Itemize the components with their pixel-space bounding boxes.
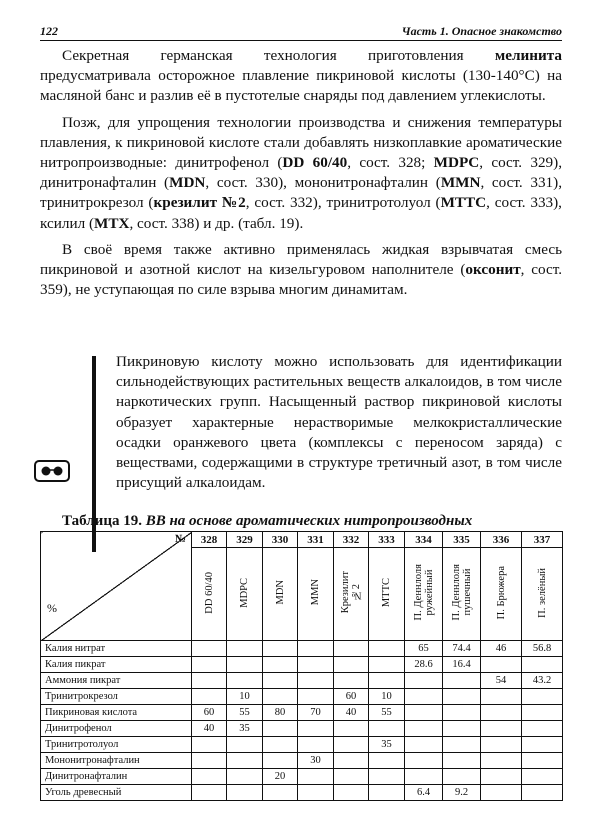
- text-run: Секретная германская технология приготовления: [62, 47, 495, 64]
- column-name-text: П. Брюжера: [495, 565, 507, 620]
- table-row: [41, 753, 563, 769]
- table-cell: 35: [227, 721, 263, 737]
- table-cell: [227, 657, 263, 673]
- table-body: [41, 641, 563, 801]
- text-run: В своё время также активно применялась жидкая взрывчатая смесь пикриновой и азотной кислот на кизельгуровом наполнителе (: [40, 240, 562, 279]
- table-cell: [263, 657, 298, 673]
- text-run: , сост. 333), ксилил (: [40, 194, 562, 232]
- column-number: 335: [443, 532, 481, 548]
- text-run: , сост. 332), тринитротолуол (: [245, 194, 441, 212]
- text-run: , сост. 330), мононитронафталин (: [205, 174, 441, 192]
- bold-term: крезилит №2: [153, 194, 246, 212]
- table-cell: [481, 689, 522, 705]
- corner-number-sign: №: [174, 533, 186, 545]
- table-row: [41, 657, 563, 673]
- bold-term: MDN: [169, 174, 206, 192]
- table-cell: [522, 705, 563, 721]
- table-cell: [522, 737, 563, 753]
- table-cell: [443, 673, 481, 689]
- paragraph-melinite: [40, 46, 562, 107]
- column-number: 331: [298, 532, 334, 548]
- table-cell: [522, 721, 563, 737]
- table-cell: [298, 785, 334, 801]
- table-corner-cell: [41, 532, 192, 641]
- corner-percent-sign: %: [47, 601, 57, 615]
- table-row: [41, 673, 563, 689]
- table-cell: [298, 641, 334, 657]
- table-cell: [369, 721, 405, 737]
- bold-term: оксонит: [465, 261, 521, 279]
- table-cell: 54: [481, 673, 522, 689]
- table-cell: 6.4: [405, 785, 443, 801]
- table-cell: [443, 721, 481, 737]
- row-label: Тринитрокрезол: [41, 689, 192, 705]
- table-cell: 55: [227, 705, 263, 721]
- table-cell: [227, 673, 263, 689]
- text-run: , сост. 359), не уступающая по силе взрыва многим динамитам.: [40, 261, 562, 299]
- table-row: [41, 721, 563, 737]
- table-cell: 30: [298, 753, 334, 769]
- table-cell: [369, 753, 405, 769]
- table-cell: [263, 673, 298, 689]
- table-cell: [334, 737, 369, 753]
- table-cell: [522, 689, 563, 705]
- table-cell: 80: [263, 705, 298, 721]
- table-cell: [369, 657, 405, 673]
- table-cell: 70: [298, 705, 334, 721]
- bold-term: MTTC: [440, 194, 487, 212]
- table-cell: [443, 705, 481, 721]
- table-cell: 16.4: [443, 657, 481, 673]
- table-cell: [443, 769, 481, 785]
- column-name: [192, 548, 227, 641]
- table-cell: 56.8: [522, 641, 563, 657]
- bold-term: DD 60/40: [282, 154, 348, 172]
- table-cell: [481, 705, 522, 721]
- column-number: 330: [263, 532, 298, 548]
- table-cell: 60: [334, 689, 369, 705]
- column-name-text: MDN: [274, 580, 286, 605]
- table-cell: 10: [369, 689, 405, 705]
- table-cell: [522, 657, 563, 673]
- text-run: , сост. 328;: [347, 154, 434, 172]
- column-name: [227, 548, 263, 641]
- table-cell: [192, 657, 227, 673]
- row-label: Аммония пикрат: [41, 673, 192, 689]
- table-cell: [334, 753, 369, 769]
- table-cell: [263, 737, 298, 753]
- glasses-icon: [34, 460, 70, 482]
- column-name: [263, 548, 298, 641]
- table-cell: [481, 737, 522, 753]
- table-cell: [227, 769, 263, 785]
- table-cell: [298, 657, 334, 673]
- table-cell: [192, 753, 227, 769]
- column-number: 333: [369, 532, 405, 548]
- table-cell: [405, 705, 443, 721]
- table-cell: [227, 641, 263, 657]
- table-cell: 40: [192, 721, 227, 737]
- table-cell: [192, 769, 227, 785]
- table-cell: [298, 769, 334, 785]
- bold-term: MDPC: [433, 154, 480, 172]
- body-text: [40, 46, 563, 492]
- table-cell: [227, 785, 263, 801]
- table-cell: [369, 785, 405, 801]
- column-name: [369, 548, 405, 641]
- table-cell: 10: [227, 689, 263, 705]
- text-run: , сост. 329), динитронафталин (: [40, 154, 563, 192]
- table-cell: 28.6: [405, 657, 443, 673]
- text-run: , сост. 331), тринитрокрезол (: [40, 174, 563, 212]
- table-cell: 40: [334, 705, 369, 721]
- column-name: [522, 548, 563, 641]
- table-cell: [263, 785, 298, 801]
- column-name: [298, 548, 334, 641]
- table-cell: [192, 641, 227, 657]
- column-name-text: П. зелёный: [536, 567, 548, 618]
- page-number: 122: [40, 24, 58, 38]
- table-cell: [227, 737, 263, 753]
- table-number-row: [41, 532, 563, 548]
- row-label: Динитронафталин: [41, 769, 192, 785]
- table-cell: [405, 689, 443, 705]
- column-name: [334, 548, 369, 641]
- table-row: [41, 641, 563, 657]
- table-cell: [192, 673, 227, 689]
- note-text: Пикриновую кислоту можно использовать для идентификации сильнодействующих растительных веществ алкалоидов, в том числе наркотических групп. Насыщенный раствор пикриновой кислоты образует характерные нерастворимые мелкокристаллические осадки оранжевого цвета (комплексы с переносом заряда) с веществами, содержащими в структуре третичный азот, в том числе присущий алкалоидам.: [116, 353, 562, 492]
- table-cell: [334, 769, 369, 785]
- table-cell: [263, 753, 298, 769]
- column-number: 336: [481, 532, 522, 548]
- running-title: Часть 1. Опасное знакомство: [401, 24, 562, 38]
- table-cell: [298, 673, 334, 689]
- table-cell: [481, 721, 522, 737]
- row-label: Пикриновая кислота: [41, 705, 192, 721]
- table-row: [41, 769, 563, 785]
- table-cell: [481, 753, 522, 769]
- bold-term: MTX: [94, 214, 130, 232]
- table-row: [41, 785, 563, 801]
- table-cell: [522, 769, 563, 785]
- table-cell: 35: [369, 737, 405, 753]
- column-name: [481, 548, 522, 641]
- table-cell: 65: [405, 641, 443, 657]
- table-cell: [522, 753, 563, 769]
- column-number: 329: [227, 532, 263, 548]
- column-name-text: П. Деннлоля пушечный: [450, 564, 473, 621]
- table-cell: 74.4: [443, 641, 481, 657]
- row-label: Калия пикрат: [41, 657, 192, 673]
- table-cell: 55: [369, 705, 405, 721]
- table-cell: [443, 753, 481, 769]
- column-number: 328: [192, 532, 227, 548]
- column-name-text: П. Деннлоля ружейный: [412, 564, 435, 621]
- row-label: Мононитронафталин: [41, 753, 192, 769]
- paragraph-additives: [40, 113, 562, 234]
- row-label: Динитрофенол: [41, 721, 192, 737]
- table-cell: [192, 737, 227, 753]
- text-run: , сост. 338) и др. (табл. 19).: [129, 214, 304, 232]
- bold-term: MMN: [440, 174, 481, 192]
- column-name-text: MDPC: [239, 577, 250, 608]
- bold-term: мелинита: [494, 47, 562, 64]
- table-cell: [263, 721, 298, 737]
- table-cell: [443, 737, 481, 753]
- table-cell: [192, 689, 227, 705]
- row-label: Уголь древесный: [41, 785, 192, 801]
- table-cell: [481, 785, 522, 801]
- table-cell: [334, 721, 369, 737]
- table-cell: [192, 785, 227, 801]
- table-row: [41, 689, 563, 705]
- table-cell: [522, 785, 563, 801]
- text-run: предусматривала осторожное плавление пикриновой кислоты (130-140°С) на масляной банс и разлив её в пустотелые снаряды под давлением углекислоты.: [40, 67, 562, 105]
- table-cell: 60: [192, 705, 227, 721]
- column-number: 334: [405, 532, 443, 548]
- table-caption: [62, 513, 472, 530]
- table-cell: [481, 769, 522, 785]
- column-name-text: MMN: [310, 579, 321, 606]
- table-title: ВВ на основе ароматических нитропроизводных: [145, 513, 473, 529]
- table-cell: [369, 769, 405, 785]
- table-cell: [369, 673, 405, 689]
- row-label: Тринитротолуол: [41, 737, 192, 753]
- column-name: [405, 548, 443, 641]
- column-name-text: DD 60/40: [203, 571, 215, 614]
- table-cell: [334, 673, 369, 689]
- table-cell: [334, 657, 369, 673]
- table-row: [41, 737, 563, 753]
- column-number: 337: [522, 532, 563, 548]
- compositions-table: [40, 531, 563, 801]
- column-number: 332: [334, 532, 369, 548]
- table-cell: [405, 753, 443, 769]
- text-run: Позж, для упрощения технологии производства и снижения температуры плавления, к пикриновой кислоте стали добавлять низкоплавкие ароматические нитропроизводные: динитрофенол (: [40, 113, 562, 172]
- table-cell: [298, 721, 334, 737]
- table-cell: 43.2: [522, 673, 563, 689]
- table-cell: [334, 785, 369, 801]
- table-cell: [298, 737, 334, 753]
- table-row: [41, 705, 563, 721]
- table-cell: [369, 641, 405, 657]
- row-label: Калия нитрат: [41, 641, 192, 657]
- paragraph-oxonite: [40, 240, 562, 301]
- column-name: [443, 548, 481, 641]
- column-name-text: MTTC: [381, 577, 392, 608]
- table-cell: 20: [263, 769, 298, 785]
- table-cell: [443, 689, 481, 705]
- table-cell: [298, 689, 334, 705]
- table-cell: [405, 737, 443, 753]
- table-cell: 46: [481, 641, 522, 657]
- table-cell: [334, 641, 369, 657]
- table-cell: 9.2: [443, 785, 481, 801]
- column-name-text: Крезилит №2: [340, 571, 362, 614]
- table-cell: [405, 721, 443, 737]
- table-cell: [263, 689, 298, 705]
- table-cell: [227, 753, 263, 769]
- table-label: Таблица 19.: [62, 513, 142, 529]
- page-header: [40, 24, 562, 41]
- table-cell: [481, 657, 522, 673]
- table-cell: [405, 769, 443, 785]
- table-cell: [263, 641, 298, 657]
- table-cell: [405, 673, 443, 689]
